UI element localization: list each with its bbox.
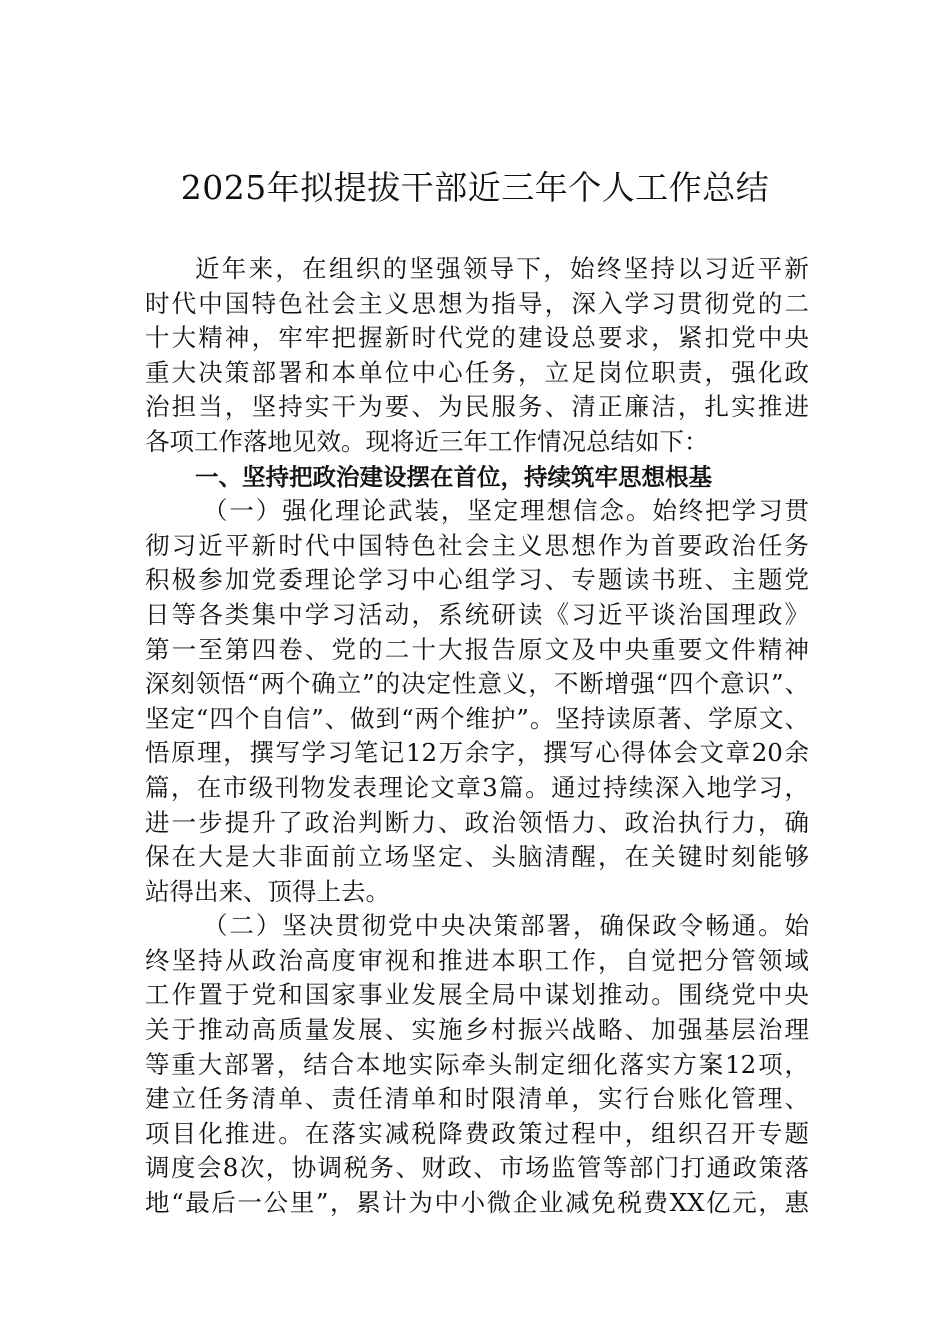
paragraph-line: 工作置于党和国家事业发展全局中谋划推动。围绕党中央 — [145, 980, 809, 1010]
paragraph-line: （二）坚决贯彻党中央决策部署，确保政令畅通。始 — [203, 911, 809, 941]
document-body — [145, 252, 809, 1221]
paragraph-line: 进一步提升了政治判断力、政治领悟力、政治执行力，确 — [145, 807, 809, 837]
paragraph-line: 近年来，在组织的坚强领导下，始终坚持以习近平新 — [195, 254, 809, 283]
paragraph-line: 彻习近平新时代中国特色社会主义思想作为首要政治任务 — [145, 530, 809, 560]
section-heading: 一、坚持把政治建设摆在首位，持续筑牢思想根基 — [195, 462, 712, 491]
paragraph-line: （一）强化理论武装，坚定理想信念。始终把学习贯 — [203, 496, 809, 526]
paragraph-line: 篇，在市级刊物发表理论文章3篇。通过持续深入地学习， — [145, 772, 809, 802]
paragraph-line: 站得出来、顶得上去。 — [145, 876, 390, 906]
paragraph-line: 日等各类集中学习活动，系统研读《习近平谈治国理政》 — [145, 599, 809, 629]
paragraph-line: 坚定“四个自信”、做到“两个维护”。坚持读原著、学原文、 — [145, 703, 809, 733]
paragraph-line: 关于推动高质量发展、实施乡村振兴战略、加强基层治理 — [145, 1015, 809, 1045]
paragraph-line: 十大精神，牢牢把握新时代党的建设总要求，紧扣党中央 — [145, 323, 809, 353]
paragraph-line: 治担当，坚持实干为要、为民服务、清正廉洁，扎实推进 — [145, 392, 809, 422]
paragraph-line: 调度会8次，协调税务、财政、市场监管等部门打通政策落 — [145, 1153, 809, 1183]
paragraph-line: 第一至第四卷、党的二十大报告原文及中央重要文件精神 — [145, 634, 809, 664]
document-title: 2025年拟提拔干部近三年个人工作总结 — [180, 168, 770, 207]
paragraph-line: 重大决策部署和本单位中心任务，立足岗位职责，强化政 — [145, 357, 809, 387]
paragraph-line: 项目化推进。在落实减税降费政策过程中，组织召开专题 — [145, 1118, 809, 1148]
paragraph-line: 等重大部署，结合本地实际牵头制定细化落实方案12项， — [145, 1049, 809, 1079]
paragraph-line: 建立任务清单、责任清单和时限清单，实行台账化管理、 — [145, 1084, 809, 1114]
paragraph-line: 悟原理，撰写学习笔记12万余字，撰写心得体会文章20余 — [145, 738, 809, 768]
paragraph-line: 保在大是大非面前立场坚定、头脑清醒，在关键时刻能够 — [145, 842, 809, 872]
paragraph-line: 各项工作落地见效。现将近三年工作情况总结如下： — [145, 426, 709, 456]
paragraph-line: 地“最后一公里”，累计为中小微企业减免税费XX亿元，惠 — [145, 1188, 809, 1218]
paragraph-line: 深刻领悟“两个确立”的决定性意义，不断增强“四个意识”、 — [145, 669, 809, 699]
paragraph-line: 终坚持从政治高度审视和推进本职工作，自觉把分管领域 — [145, 945, 809, 975]
paragraph-line: 积极参加党委理论学习中心组学习、专题读书班、主题党 — [145, 565, 809, 595]
paragraph-line: 时代中国特色社会主义思想为指导，深入学习贯彻党的二 — [145, 288, 809, 318]
